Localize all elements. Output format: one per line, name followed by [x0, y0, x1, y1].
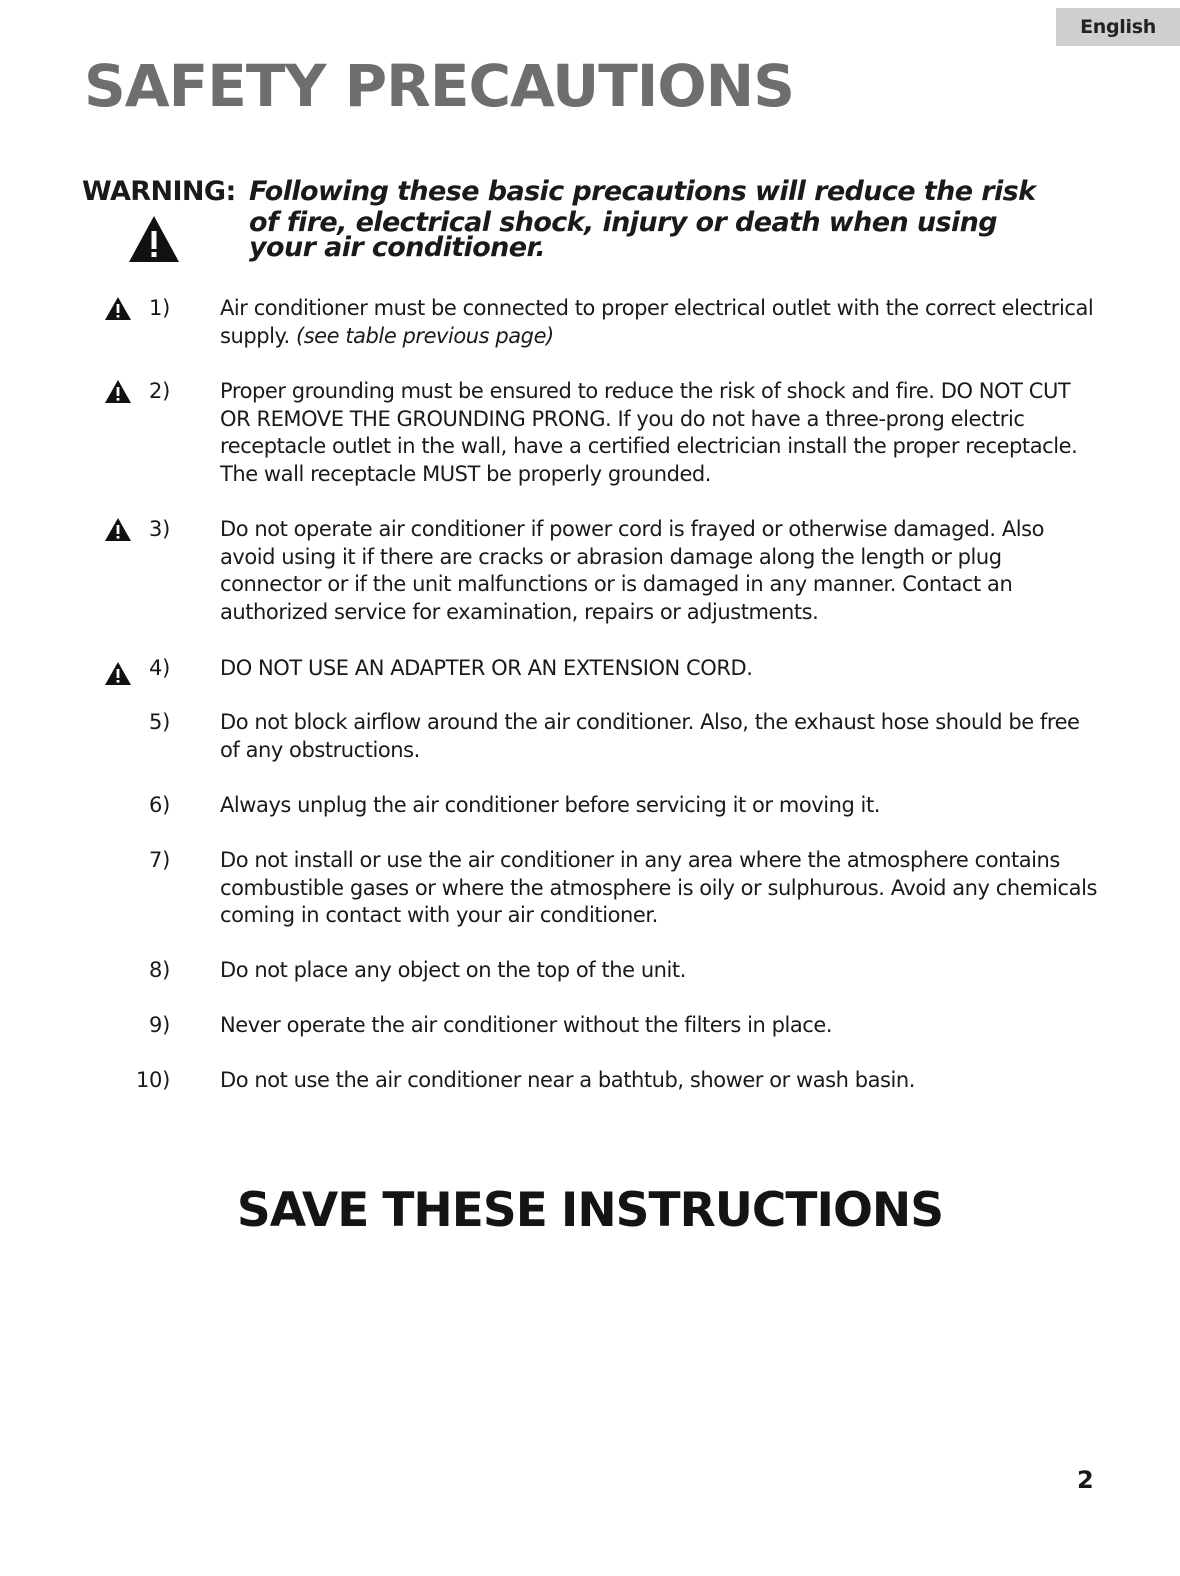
warning-triangle-icon — [104, 379, 132, 404]
warning-line-1: Following these basic precautions will reduce the risk — [249, 176, 1036, 207]
warning-label: WARNING: — [82, 176, 236, 207]
item-number: 5) — [149, 710, 170, 734]
item-number: 8) — [149, 958, 170, 982]
item-text: Do not install or use the air conditioner in any area where the atmosphere contains combustible gases or where the atmosphere is oily or sulphurous. Avoid any chemicals coming in contact with your air conditioner. — [220, 848, 1097, 927]
warning-triangle-icon — [104, 517, 132, 542]
item-note: (see table previous page) — [295, 323, 554, 348]
page-number: 2 — [1077, 1466, 1094, 1494]
warning-statement — [249, 176, 1109, 263]
item-text: Proper grounding must be ensured to reduce the risk of shock and fire. DO NOT CUT OR REMOVE THE GROUNDING PRONG. If you do not have a three-prong electric receptacle outlet in the wall, have a certified electrician install the proper receptacle. The wall receptacle MUST be properly grounded. — [220, 379, 1078, 486]
item-text: Do not use the air conditioner near a bathtub, shower or wash basin. — [220, 1068, 915, 1092]
item-text: Do not place any object on the top of the unit. — [220, 958, 686, 982]
warning-line-3: your air conditioner. — [249, 232, 546, 263]
page-title: SAFETY PRECAUTIONS — [84, 52, 794, 120]
item-text: Never operate the air conditioner without the filters in place. — [220, 1013, 833, 1037]
warning-triangle-icon — [104, 296, 132, 321]
warning-triangle-icon — [128, 215, 180, 263]
item-number: 3) — [149, 517, 170, 541]
item-text: Always unplug the air conditioner before servicing it or moving it. — [220, 793, 880, 817]
item-number: 6) — [149, 793, 170, 817]
item-number: 10) — [136, 1068, 171, 1092]
warning-triangle-icon — [104, 661, 132, 686]
item-number: 7) — [149, 848, 170, 872]
save-instructions-heading: SAVE THESE INSTRUCTIONS — [236, 1183, 944, 1238]
item-text: Do not operate air conditioner if power cord is frayed or otherwise damaged. Also avoid using it if there are cracks or abrasion damage along the length or plug connector or if the unit malfunctions or is damaged in any manner. Contact an authorized service for examination, repairs or adjustments. — [220, 517, 1045, 624]
warning-line-2: of fire, electrical shock, injury or death when using — [249, 207, 997, 238]
item-number: 1) — [149, 296, 170, 320]
language-tab: English — [1056, 8, 1180, 46]
item-text: Do not block airflow around the air conditioner. Also, the exhaust hose should be free of any obstructions. — [220, 710, 1080, 762]
item-number: 4) — [149, 656, 170, 680]
item-number: 2) — [149, 379, 170, 403]
item-text: DO NOT USE AN ADAPTER OR AN EXTENSION CORD. — [220, 656, 753, 680]
item-number: 9) — [149, 1013, 170, 1037]
item-text: Air conditioner must be connected to proper electrical outlet with the correct electrical supply. (see table previous page) — [220, 296, 1094, 348]
